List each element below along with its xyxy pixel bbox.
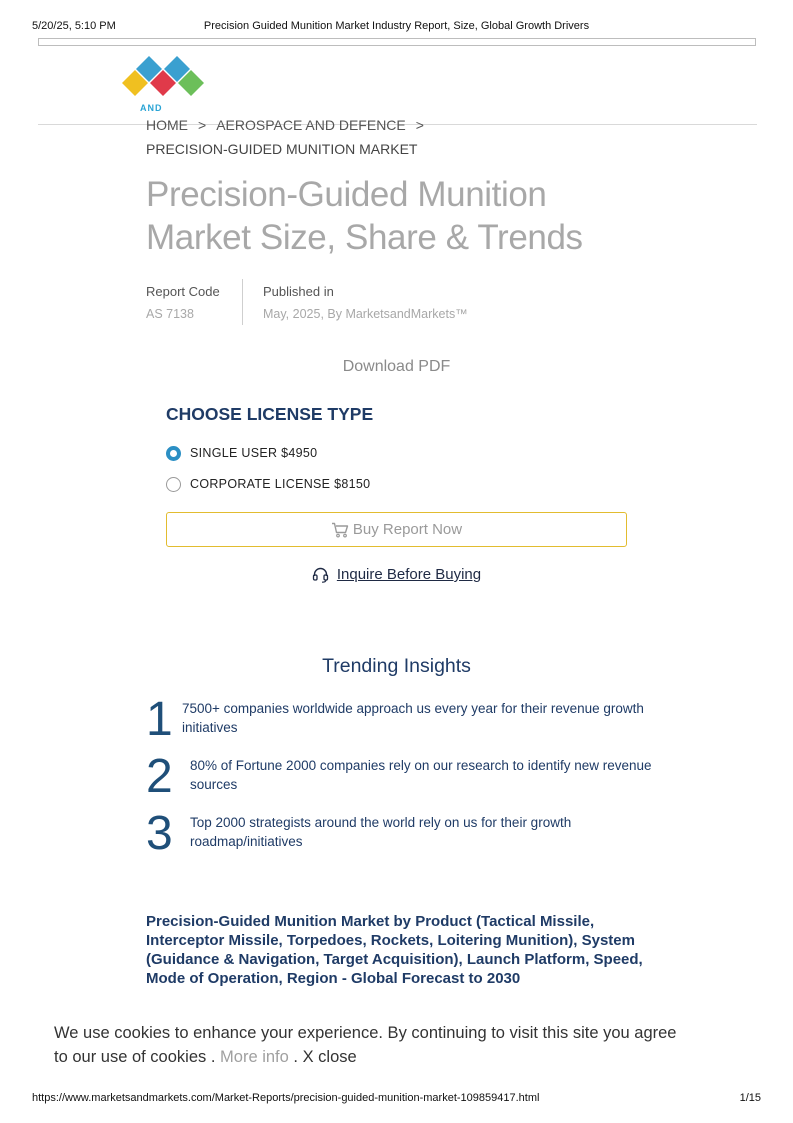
- insight-number: 2: [146, 750, 173, 803]
- headset-icon: [312, 567, 329, 583]
- cart-icon: [331, 522, 349, 538]
- page-title-line-2: Market Size, Share & Trends: [146, 218, 583, 257]
- buy-report-button[interactable]: [166, 512, 627, 547]
- license-option-corporate[interactable]: [166, 474, 370, 494]
- breadcrumb-separator: >: [415, 117, 424, 132]
- meta-divider: [242, 279, 243, 325]
- page-title: [146, 173, 706, 259]
- insight-number: 1: [146, 693, 173, 746]
- marketsandmarkets-logo[interactable]: [120, 56, 210, 122]
- page-frame-bar: [38, 38, 756, 46]
- report-code-label: Report Code: [146, 284, 220, 299]
- cookie-punctuation: .: [293, 1048, 298, 1066]
- insight-text: 7500+ companies worldwide approach us every year for their revenue growth initiatives: [182, 701, 644, 735]
- print-footer-url: https://www.marketsandmarkets.com/Market-Reports/precision-guided-munition-market-109859417.html: [32, 1092, 540, 1104]
- published-value: May, 2025, By MarketsandMarkets™: [263, 307, 468, 321]
- cookie-message: We use cookies to enhance your experience. By continuing to visit this site you agree to our use of cookies .: [54, 1024, 677, 1066]
- insight-text: 80% of Fortune 2000 companies rely on our research to identify new revenue sources: [190, 758, 652, 792]
- radio-unselected-icon[interactable]: [166, 477, 181, 492]
- inquire-before-buying-link[interactable]: [0, 566, 793, 583]
- breadcrumb: [146, 117, 434, 132]
- logo-text: AND: [140, 103, 163, 113]
- cookie-close-button[interactable]: X close: [302, 1048, 357, 1066]
- published-label: Published in: [263, 284, 334, 299]
- print-page-number: 1/15: [739, 1092, 761, 1104]
- inquire-label: Inquire Before Buying: [336, 566, 482, 583]
- breadcrumb-aerospace-defence[interactable]: AEROSPACE AND DEFENCE: [216, 117, 406, 132]
- trending-insights-heading: Trending Insights: [322, 655, 471, 677]
- buy-report-label: Buy Report Now: [352, 521, 463, 538]
- radio-selected-icon[interactable]: [166, 446, 181, 461]
- cookie-more-info-link[interactable]: More info: [220, 1048, 289, 1066]
- report-code-value: AS 7138: [146, 307, 194, 321]
- license-option-label: CORPORATE LICENSE $8150: [190, 477, 371, 491]
- print-document-title: Precision Guided Munition Market Industry Report, Size, Global Growth Drivers: [203, 20, 590, 32]
- breadcrumb-current: PRECISION-GUIDED MUNITION MARKET: [146, 141, 418, 157]
- license-option-label: SINGLE USER $4950: [190, 446, 318, 460]
- download-pdf-link[interactable]: Download PDF: [342, 358, 451, 375]
- page-title-line-1: Precision-Guided Munition: [146, 175, 547, 214]
- cookie-consent-bar: [54, 1021, 694, 1069]
- insight-number: 3: [146, 807, 173, 860]
- license-option-single-user[interactable]: [166, 443, 317, 463]
- report-description: Precision-Guided Munition Market by Product (Tactical Missile, Interceptor Missile, Torpedoes, Rockets, Loitering Munition), System (Guidance & Navigation, Target Acquisition), Launch Platform, Speed, Mode of Operation, Region - Global Forecast to 2030: [146, 913, 643, 987]
- print-datetime: 5/20/25, 5:10 PM: [32, 20, 116, 32]
- breadcrumb-home[interactable]: HOME: [146, 117, 188, 132]
- license-heading: CHOOSE LICENSE TYPE: [166, 404, 374, 424]
- breadcrumb-separator: >: [198, 117, 207, 132]
- insight-text: Top 2000 strategists around the world rely on us for their growth roadmap/initiatives: [190, 815, 572, 849]
